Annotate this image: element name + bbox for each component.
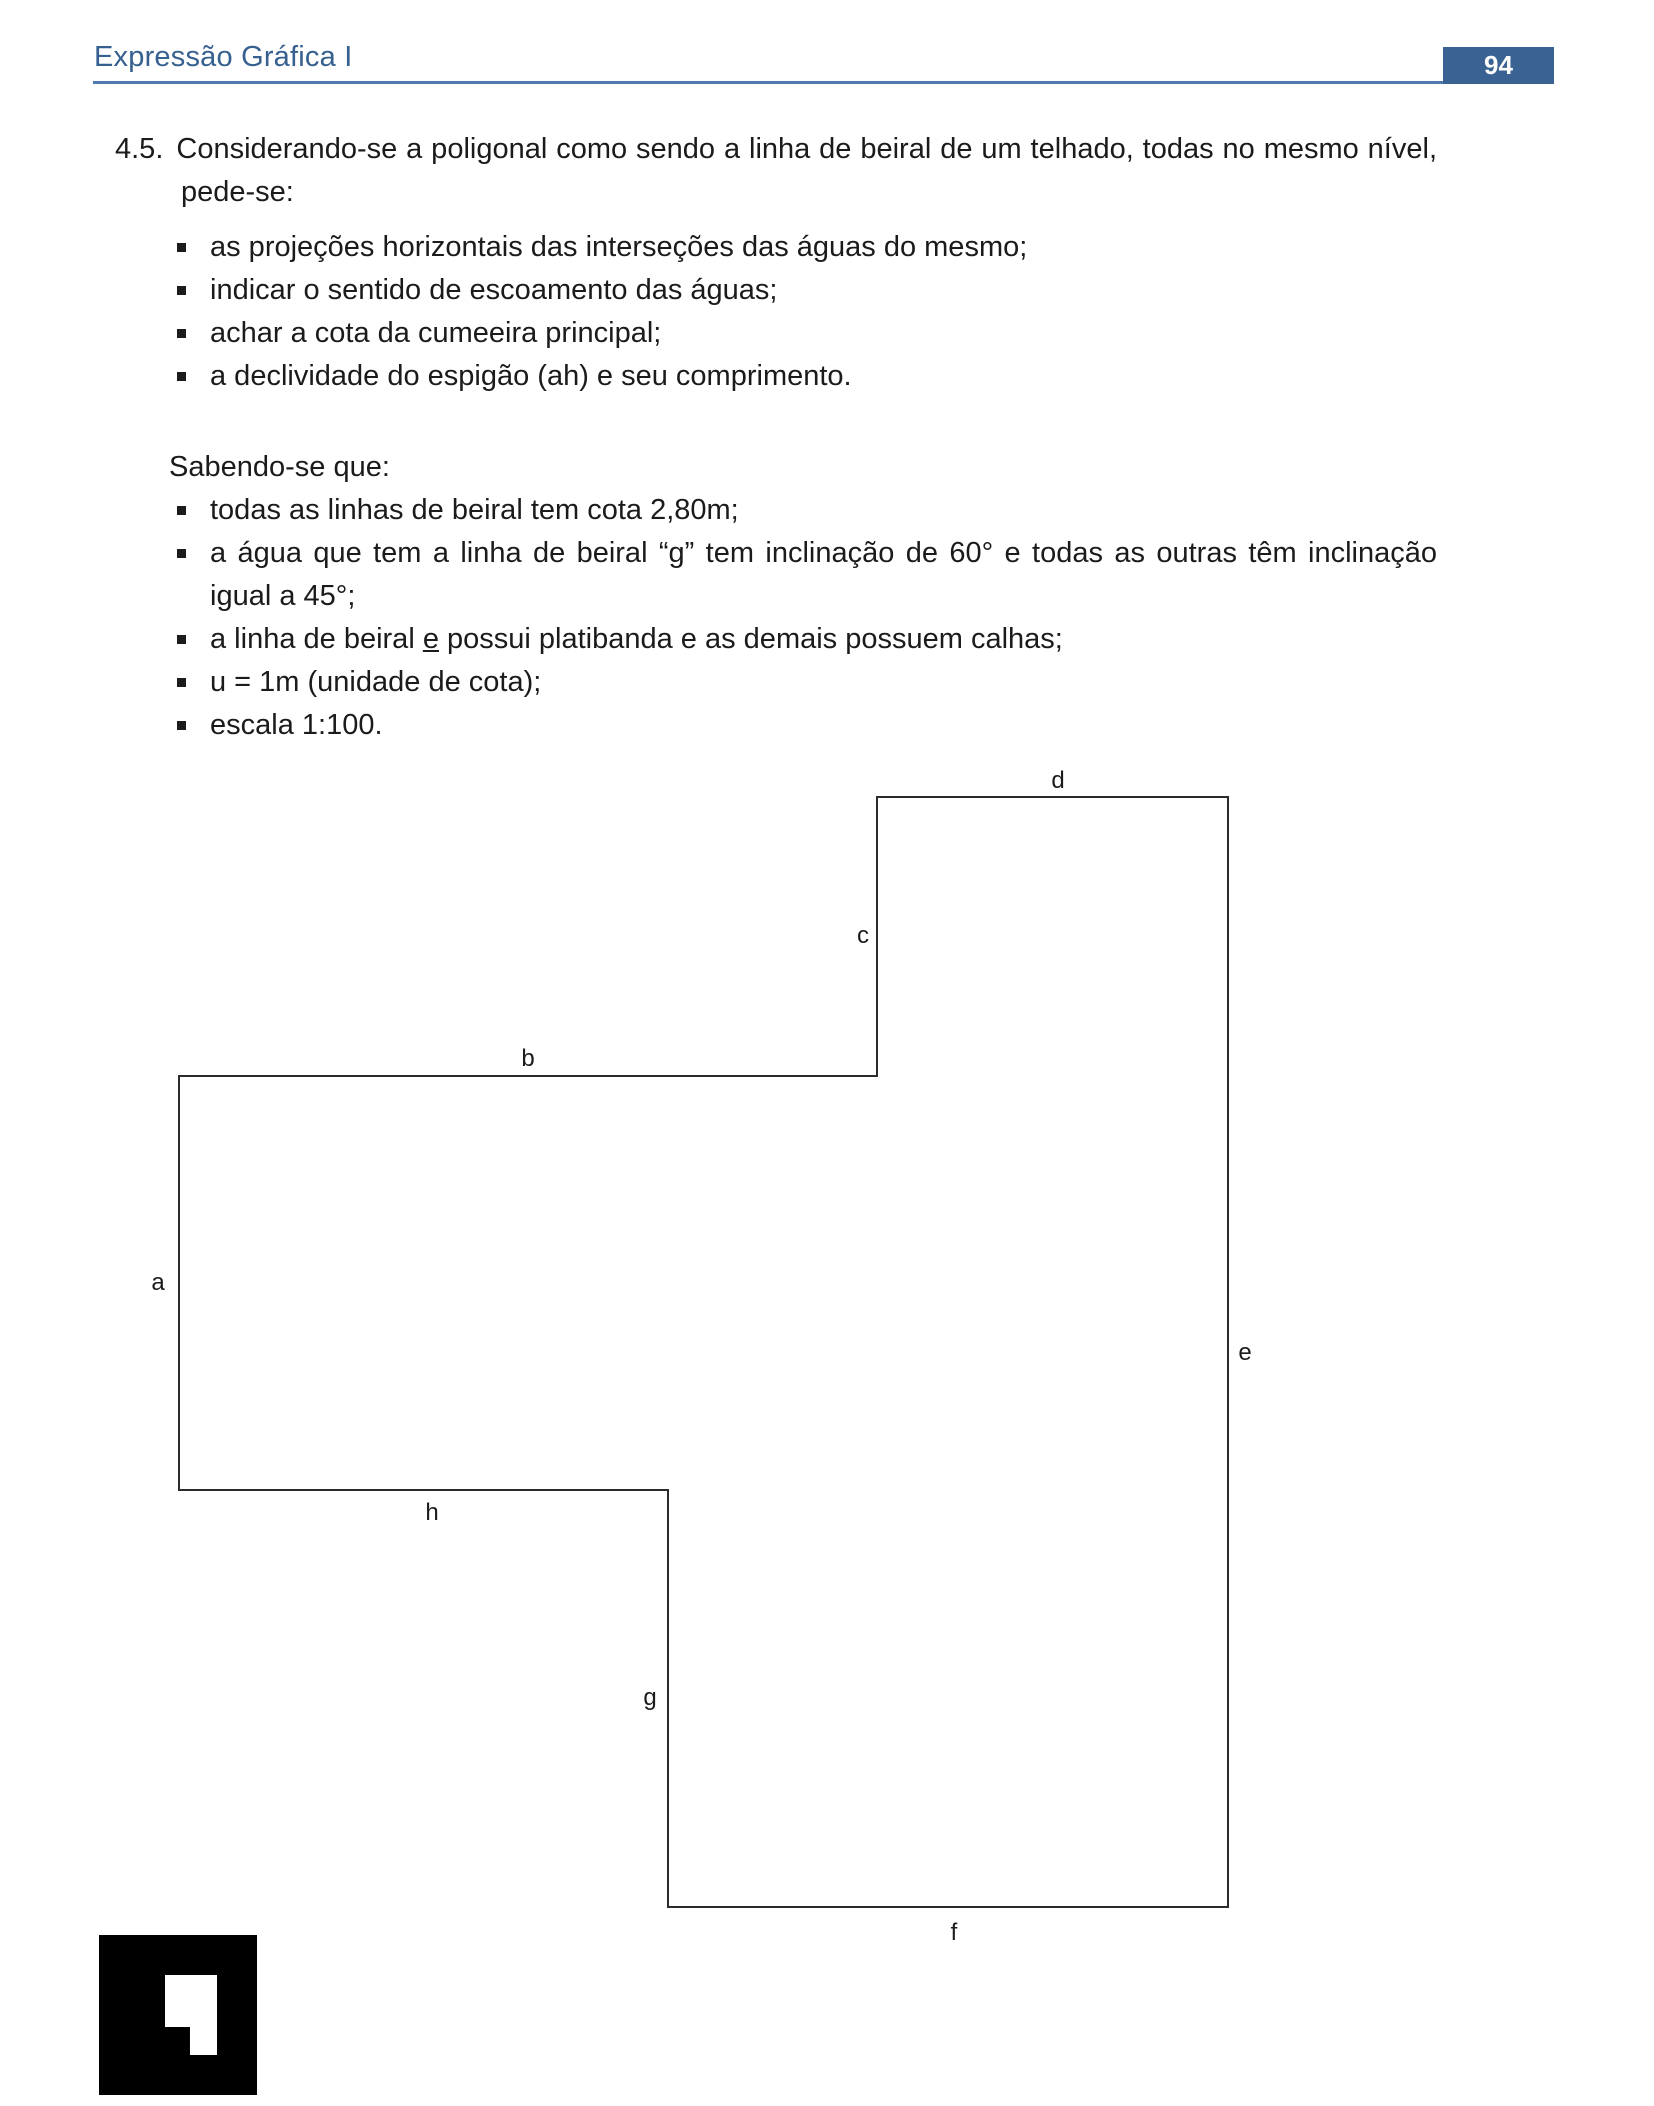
- task-text: as projeções horizontais das interseções das águas do mesmo;: [210, 231, 1028, 263]
- edge-label-a: a: [151, 1269, 165, 1296]
- given-text-prefix: a linha de beiral: [210, 623, 423, 655]
- problem-number: 4.5.: [115, 133, 164, 165]
- edge-label-f: f: [950, 1919, 958, 1946]
- given-text: todas as linhas de beiral tem cota 2,80m;: [210, 494, 739, 526]
- page-number: 94: [1484, 50, 1513, 80]
- edge-label-c: c: [857, 922, 869, 949]
- fiducial-marker: [99, 1935, 257, 2095]
- fiducial-marker-glyph: [165, 1975, 217, 2055]
- given-text: u = 1m (unidade de cota);: [210, 666, 542, 698]
- given-text: escala 1:100.: [210, 709, 383, 741]
- task-text: a declividade do espigão (ah) e seu comprimento.: [210, 360, 852, 392]
- eave-polygon: [179, 797, 1228, 1907]
- given-text-suffix: possui platibanda e as demais possuem calhas;: [438, 623, 1063, 655]
- edge-label-b: b: [521, 1045, 535, 1072]
- task-text: indicar o sentido de escoamento das águas;: [210, 274, 778, 306]
- given-text-underlined: e: [422, 623, 439, 655]
- given-text: a água que tem a linha de beiral “g” tem inclinação de 60° e todas as outras têm inclinação igual a 45°;: [210, 537, 1437, 612]
- edge-label-h: h: [425, 1499, 439, 1526]
- task-text: achar a cota da cumeeira principal;: [210, 317, 662, 349]
- edge-label-g: g: [643, 1684, 657, 1711]
- edge-label-d: d: [1051, 767, 1065, 794]
- edge-label-e: e: [1238, 1339, 1252, 1366]
- given-heading: Sabendo-se que:: [169, 451, 390, 483]
- page-title: Expressão Gráfica I: [94, 41, 353, 73]
- problem-intro-text: Considerando-se a poligonal como sendo a linha de beiral de um telhado, todas no mesmo nível, pede-se:: [176, 133, 1437, 208]
